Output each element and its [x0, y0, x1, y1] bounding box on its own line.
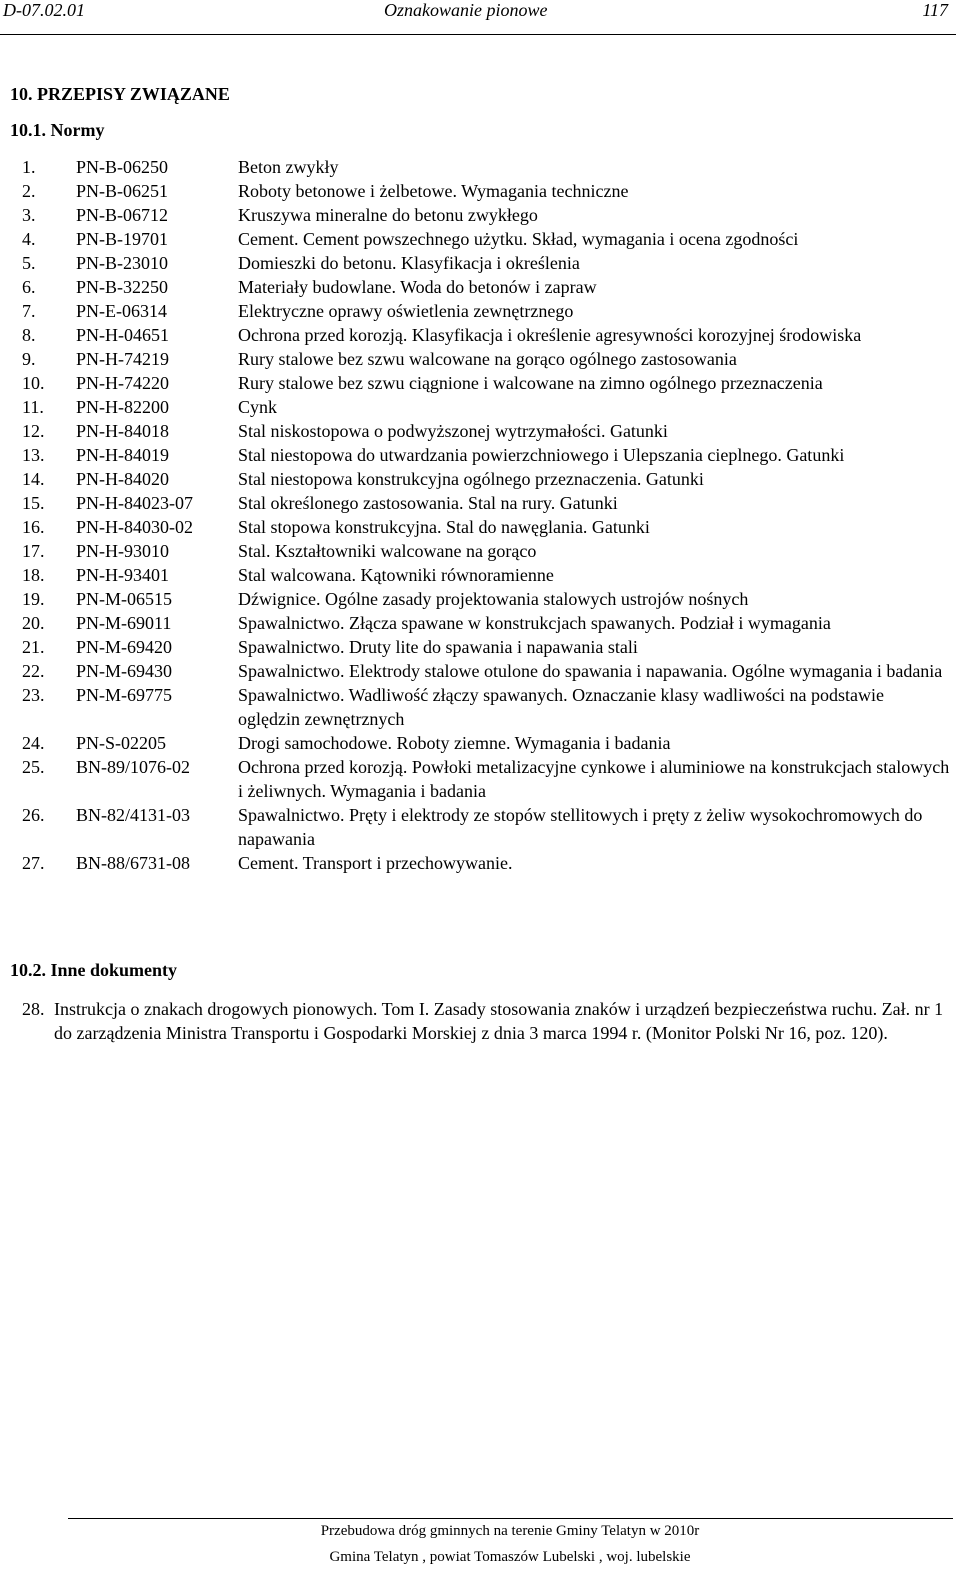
norm-list-item: [0, 155, 960, 179]
norm-list-item: [0, 179, 960, 203]
norm-number: 10.: [22, 373, 45, 393]
norm-code: PN-M-69011: [76, 613, 172, 633]
footer-project-name: Przebudowa dróg gminnych na terenie Gminy Telatyn w 2010r: [320, 1523, 700, 1539]
norm-number: 17.: [22, 541, 45, 561]
norm-code: PN-M-69430: [76, 661, 173, 681]
norm-list-item: [0, 323, 960, 347]
footer-divider: [68, 1518, 953, 1519]
norm-list-item: [0, 587, 960, 611]
norm-description: Stal niestopowa konstrukcyjna ogólnego przeznaczenia. Gatunki: [238, 469, 704, 489]
norm-number: 26.: [22, 805, 45, 825]
norm-description: Domieszki do betonu. Klasyfikacja i określenia: [238, 253, 580, 273]
norm-code: PN-H-82200: [76, 397, 169, 417]
norm-number: 19.: [22, 589, 45, 609]
norm-number: 15.: [22, 493, 45, 513]
norm-code: PN-M-06515: [76, 589, 173, 609]
norm-description: Dźwignice. Ogólne zasady projektowania stalowych ustrojów nośnych: [238, 589, 749, 609]
norm-list-item: [0, 467, 960, 491]
norm-number: 27.: [22, 853, 45, 873]
norm-number: 23.: [22, 685, 45, 705]
norm-number: 9.: [22, 349, 36, 369]
norm-description: Cement. Transport i przechowywanie.: [238, 853, 513, 873]
norm-number: 21.: [22, 637, 45, 657]
norm-description: Ochrona przed korozją. Powłoki metalizacyjne cynkowe i aluminiowe na konstrukcjach stalowych i żeliwnych. Wymagania i badania: [238, 757, 950, 801]
norm-code: PN-B-06251: [76, 181, 169, 201]
page-number: 117: [922, 0, 948, 20]
norm-code: PN-H-93401: [76, 565, 169, 585]
norm-number: 16.: [22, 517, 45, 537]
norm-description: Spawalnictwo. Złącza spawane w konstrukcjach spawanych. Podział i wymagania: [238, 613, 831, 633]
norm-code: PN-H-93010: [76, 541, 169, 561]
norm-code: PN-H-74220: [76, 373, 169, 393]
norm-description: Spawalnictwo. Elektrody stalowe otulone do spawania i napawania. Ogólne wymagania i badania: [238, 661, 943, 681]
norm-description: Kruszywa mineralne do betonu zwykłego: [238, 205, 538, 225]
norm-number: 14.: [22, 469, 45, 489]
other-document-item: [0, 997, 960, 1045]
document-title: Oznakowanie pionowe: [384, 0, 548, 20]
norm-code: PN-M-69775: [76, 685, 173, 705]
norm-number: 6.: [22, 277, 36, 297]
norm-number: 3.: [22, 205, 36, 225]
subsection-heading-other-documents: 10.2. Inne dokumenty: [10, 960, 178, 980]
norm-description: Stal określonego zastosowania. Stal na rury. Gatunki: [238, 493, 618, 513]
norm-list-item: [0, 443, 960, 467]
norm-code: PN-B-23010: [76, 253, 169, 273]
norm-description: Materiały budowlane. Woda do betonów i zapraw: [238, 277, 597, 297]
norm-code: BN-89/1076-02: [76, 757, 190, 777]
norm-description: Cynk: [238, 397, 278, 417]
norm-list-item: [0, 803, 960, 851]
norm-description: Stal niestopowa do utwardzania powierzchniowego i Ulepszania cieplnego. Gatunki: [238, 445, 845, 465]
norm-code: PN-B-19701: [76, 229, 169, 249]
subsection-heading-norms: 10.1. Normy: [10, 120, 105, 140]
norms-list: [0, 155, 960, 875]
page-header: [0, 0, 956, 35]
norm-list-item: [0, 227, 960, 251]
norm-list-item: [0, 347, 960, 371]
norm-list-item: [0, 635, 960, 659]
footer-location: Gmina Telatyn , powiat Tomaszów Lubelski , woj. lubelskie: [329, 1549, 691, 1565]
norm-description: Stal walcowana. Kątowniki równoramienne: [238, 565, 554, 585]
norm-description: Spawalnictwo. Wadliwość złączy spawanych. Oznaczanie klasy wadliwości na podstawie oględzin zewnętrznych: [238, 685, 885, 729]
norm-number: 24.: [22, 733, 45, 753]
other-documents-list: [0, 997, 960, 1045]
norm-description: Drogi samochodowe. Roboty ziemne. Wymagania i badania: [238, 733, 671, 753]
norm-description: Roboty betonowe i żelbetowe. Wymagania techniczne: [238, 181, 629, 201]
norm-description: Stal niskostopowa o podwyższonej wytrzymałości. Gatunki: [238, 421, 668, 441]
norm-list-item: [0, 683, 960, 731]
norm-list-item: [0, 251, 960, 275]
norm-code: PN-M-69420: [76, 637, 173, 657]
norm-number: 1.: [22, 157, 36, 177]
norm-description: Stal. Kształtowniki walcowane na gorąco: [238, 541, 537, 561]
norm-list-item: [0, 539, 960, 563]
norm-code: BN-88/6731-08: [76, 853, 190, 873]
norm-description: Rury stalowe bez szwu ciągnione i walcowane na zimno ogólnego przeznaczenia: [238, 373, 823, 393]
norm-list-item: [0, 371, 960, 395]
norm-number: 13.: [22, 445, 45, 465]
norm-code: PN-H-84018: [76, 421, 169, 441]
other-document-text: Instrukcja o znakach drogowych pionowych. Tom I. Zasady stosowania znaków i urządzeń bezpieczeństwa ruchu. Zał. nr 1 do zarządzenia Ministra Transportu i Gospodarki Morskiej z dnia 3 marca 1994 r. (Monitor Polski Nr 16, poz. 120).: [54, 999, 944, 1043]
norm-number: 25.: [22, 757, 45, 777]
norm-code: PN-S-02205: [76, 733, 167, 753]
norm-description: Spawalnictwo. Pręty i elektrody ze stopów stellitowych i pręty z żeliw wysokochromowych do napawania: [238, 805, 923, 849]
norm-list-item: [0, 659, 960, 683]
section-heading: 10. PRZEPISY ZWIĄZANE: [10, 84, 230, 104]
norm-list-item: [0, 299, 960, 323]
norm-number: 8.: [22, 325, 36, 345]
other-document-number: 28.: [22, 999, 45, 1019]
norm-code: PN-B-06250: [76, 157, 169, 177]
norm-code: PN-H-84019: [76, 445, 169, 465]
norm-number: 22.: [22, 661, 45, 681]
norm-description: Elektryczne oprawy oświetlenia zewnętrznego: [238, 301, 574, 321]
norm-list-item: [0, 515, 960, 539]
norm-list-item: [0, 851, 960, 875]
norm-list-item: [0, 203, 960, 227]
norm-code: PN-H-84023-07: [76, 493, 193, 513]
norm-description: Stal stopowa konstrukcyjna. Stal do nawęglania. Gatunki: [238, 517, 650, 537]
norm-number: 4.: [22, 229, 36, 249]
norm-list-item: [0, 563, 960, 587]
norm-number: 5.: [22, 253, 36, 273]
norm-number: 7.: [22, 301, 36, 321]
norm-number: 12.: [22, 421, 45, 441]
document-code: D-07.02.01: [3, 0, 85, 20]
norm-code: BN-82/4131-03: [76, 805, 190, 825]
norm-description: Spawalnictwo. Druty lite do spawania i napawania stali: [238, 637, 638, 657]
norm-description: Rury stalowe bez szwu walcowane na gorąco ogólnego zastosowania: [238, 349, 737, 369]
norm-description: Cement. Cement powszechnego użytku. Skład, wymagania i ocena zgodności: [238, 229, 799, 249]
norm-number: 18.: [22, 565, 45, 585]
norm-list-item: [0, 611, 960, 635]
norm-list-item: [0, 419, 960, 443]
norm-code: PN-H-84020: [76, 469, 169, 489]
norm-code: PN-H-84030-02: [76, 517, 193, 537]
norm-code: PN-H-74219: [76, 349, 169, 369]
norm-list-item: [0, 755, 960, 803]
norm-description: Ochrona przed korozją. Klasyfikacja i określenie agresywności korozyjnej środowiska: [238, 325, 862, 345]
norm-code: PN-B-32250: [76, 277, 169, 297]
norm-code: PN-H-04651: [76, 325, 169, 345]
norm-number: 20.: [22, 613, 45, 633]
norm-code: PN-E-06314: [76, 301, 167, 321]
norm-description: Beton zwykły: [238, 157, 339, 177]
norm-list-item: [0, 275, 960, 299]
norm-list-item: [0, 395, 960, 419]
norm-number: 2.: [22, 181, 36, 201]
norm-list-item: [0, 491, 960, 515]
norm-number: 11.: [22, 397, 44, 417]
norm-list-item: [0, 731, 960, 755]
norm-code: PN-B-06712: [76, 205, 169, 225]
